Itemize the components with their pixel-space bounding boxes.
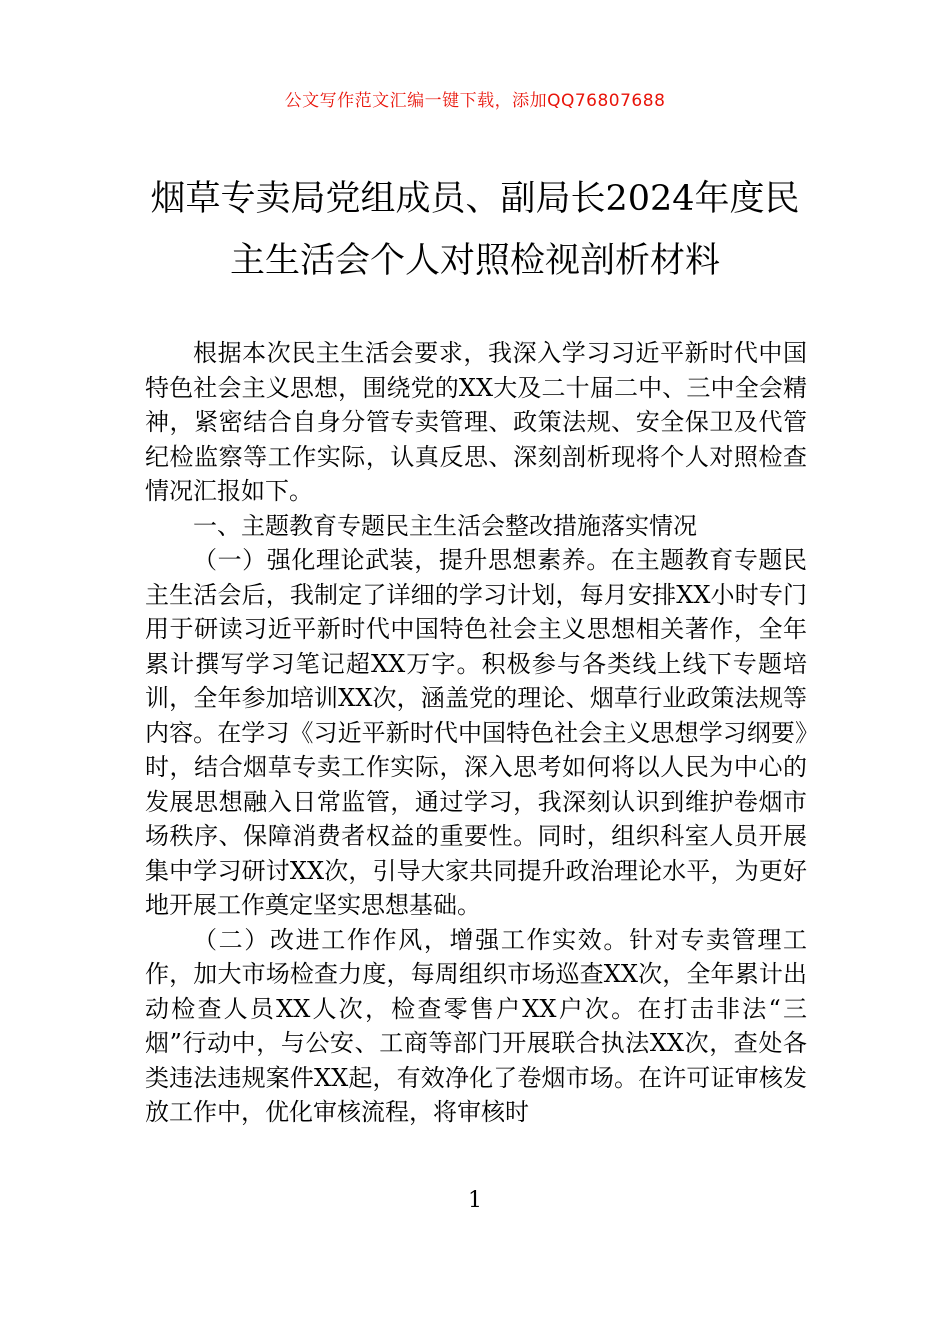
title-line-1: 烟草专卖局党组成员、副局长2024年度民 [150,179,800,219]
page-number: 1 [468,1188,482,1213]
intro-paragraph: 根据本次民主生活会要求，我深入学习习近平新时代中国特色社会主义思想，围绕党的XX大及二十届二中、三中全会精神，紧密结合自身分管专卖管理、政策法规、安全保卫及代管纪检监察等工作实际，认真反思、深刻剖析现将个人对照检查情况汇报如下。 [145,339,807,505]
section-heading: 一、主题教育专题民主生活会整改措施落实情况 [193,511,697,540]
document-title [120,168,830,292]
title-line-2: 主生活会个人对照检视剖析材料 [229,241,720,281]
body-paragraph: （二）改进工作作风，增强工作实效。针对专卖管理工作，加大市场检查力度，每周组织市场巡查XX次，全年累计出动检查人员XX人次，检查零售户XX户次。在打击非法“三烟”行动中，与公安、工商等部门开展联合执法XX次，查处各类违法违规案件XX起，有效净化了卷烟市场。在许可证审核发放工作中，优化审核流程，将审核时 [145,925,807,1126]
body-paragraph: （一）强化理论武装，提升思想素养。在主题教育专题民主生活会后，我制定了详细的学习计划，每月安排XX小时专门用于研读习近平新时代中国特色社会主义思想相关著作，全年累计撰写学习笔记超XX万字。积极参与各类线上线下专题培训，全年参加培训XX次，涵盖党的理论、烟草行业政策法规等内容。在学习《习近平新时代中国特色社会主义思想学习纲要》时，结合烟草专卖工作实际，深入思考如何将以人民为中心的发展思想融入日常监管，通过学习，我深刻认识到维护卷烟市场秩序、保障消费者权益的重要性。同时，组织科室人员开展集中学习研讨XX次，引导大家共同提升政治理论水平，为更好地开展工作奠定坚实思想基础。 [145,546,807,919]
download-notice: 公文写作范文汇编一键下载，添加QQ76807688 [284,91,666,111]
document-body [145,336,807,1130]
